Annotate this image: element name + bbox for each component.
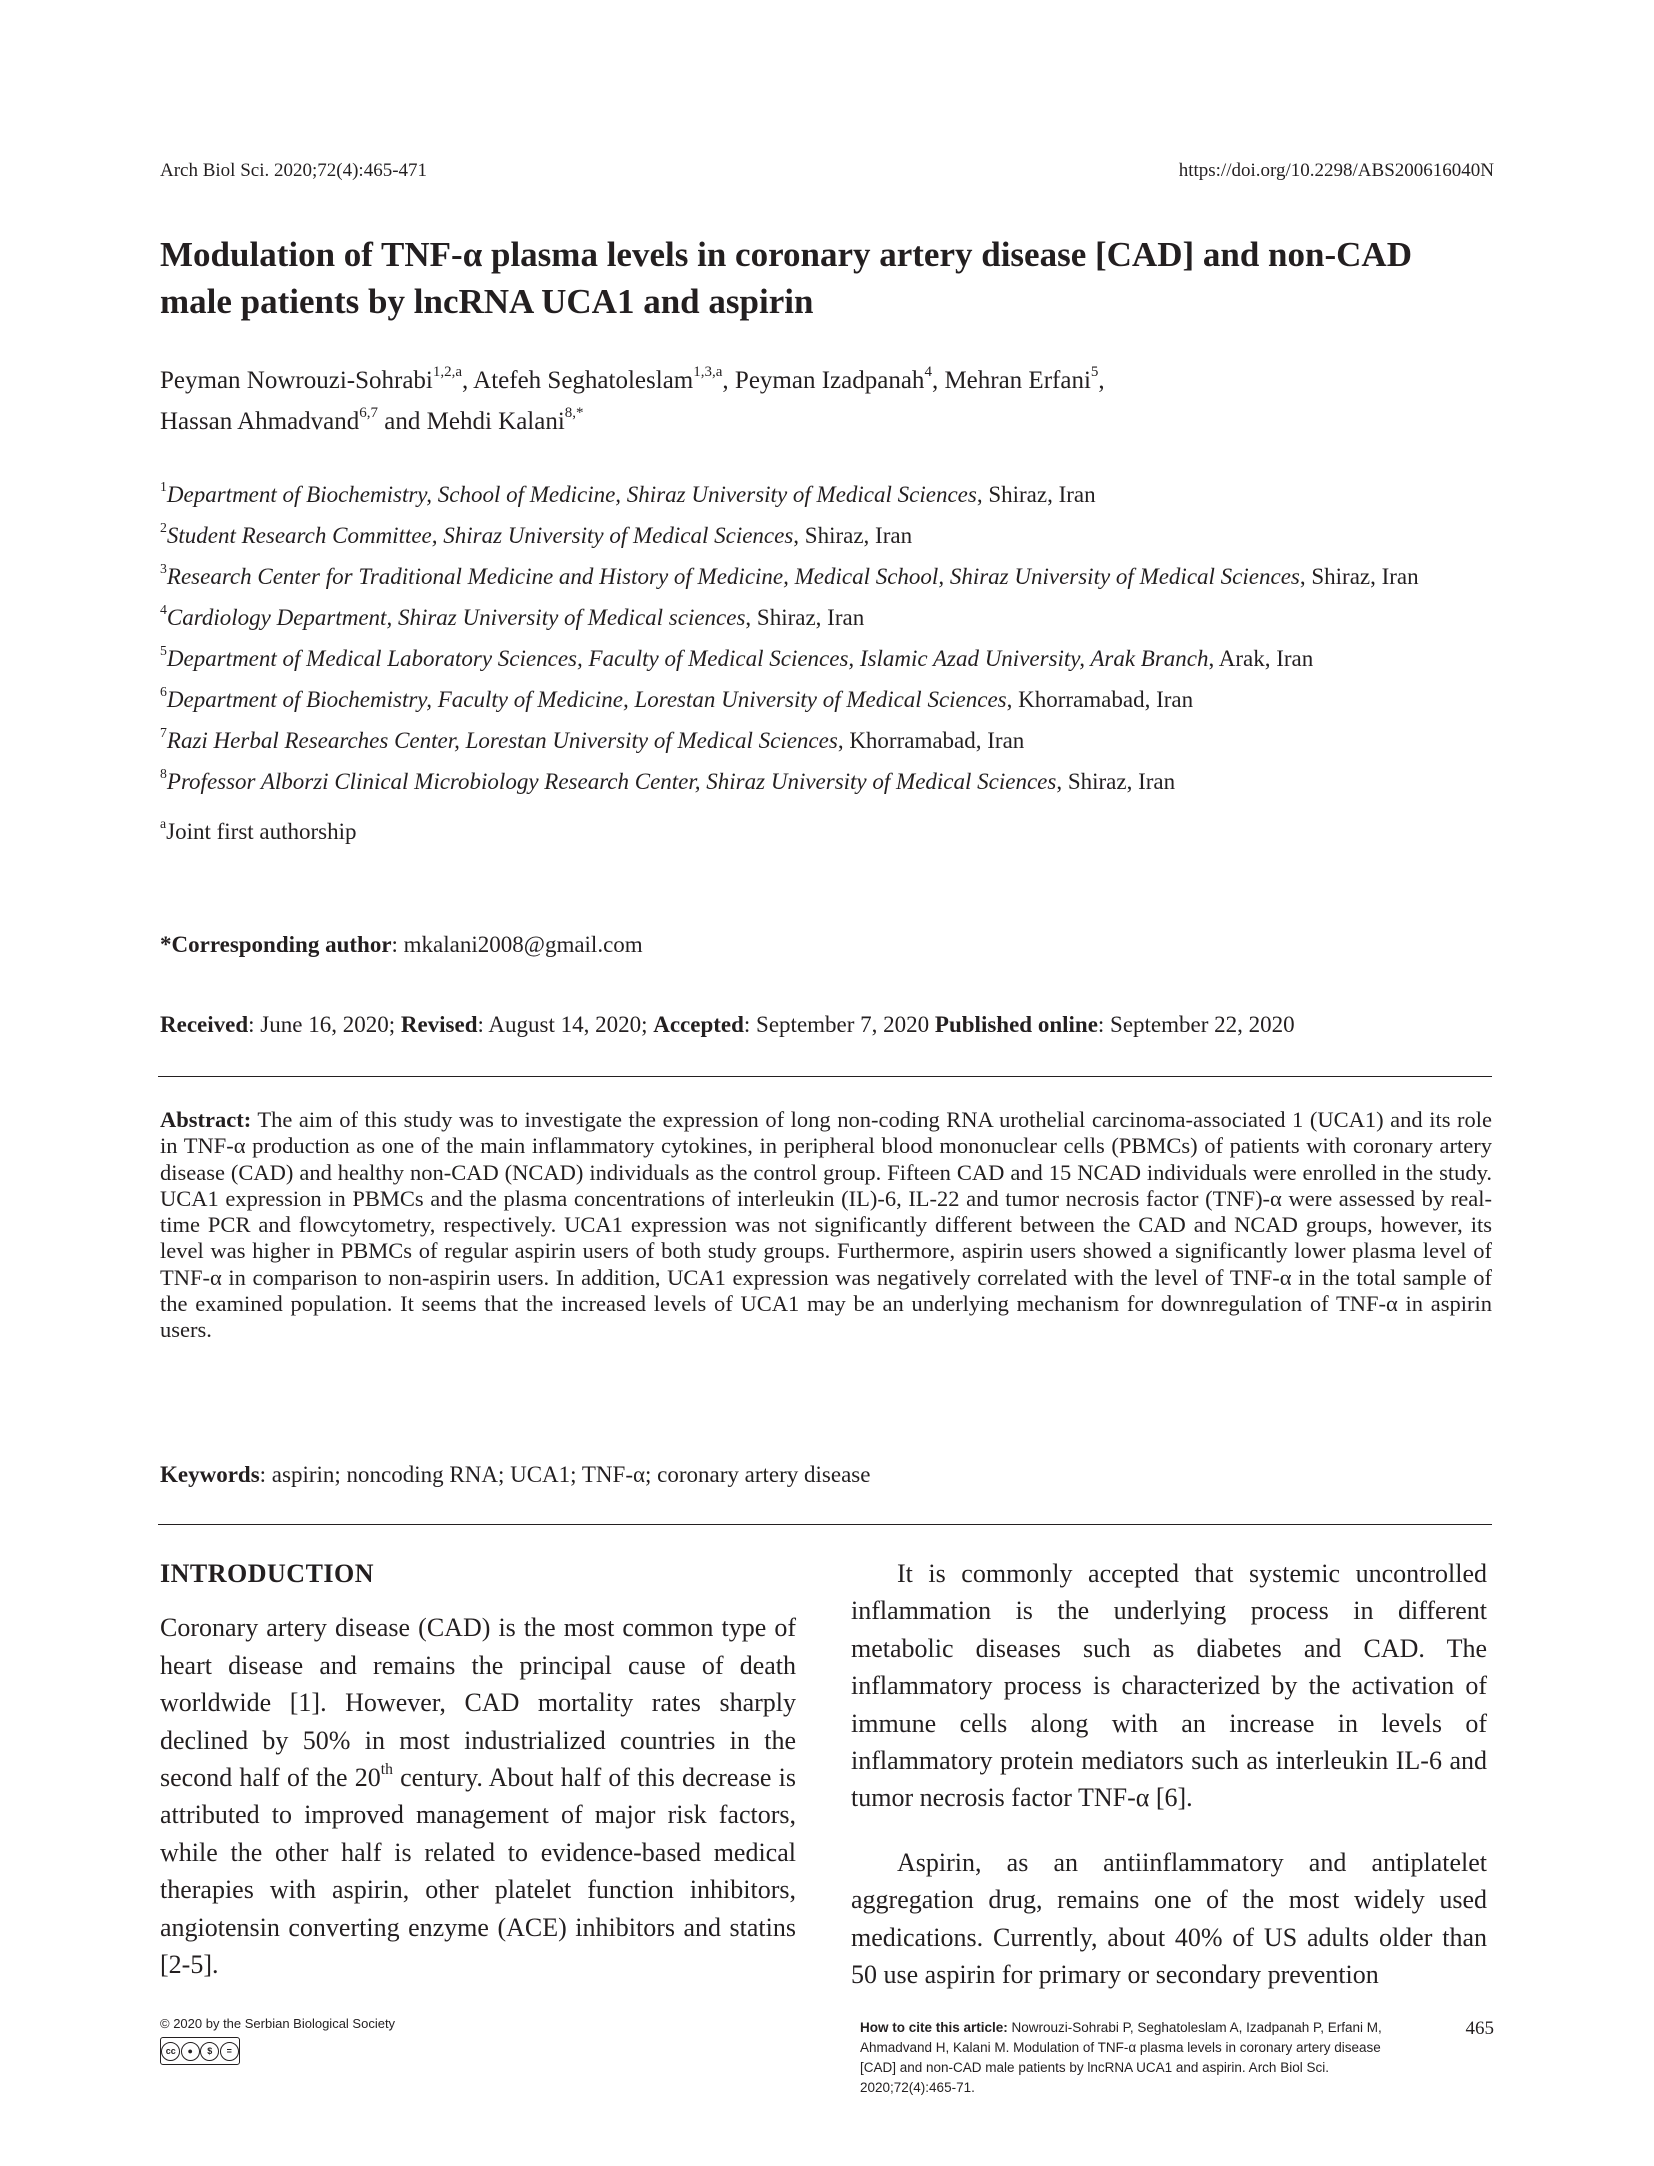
affiliation-institution: Research Center for Traditional Medicine and History of Medicine, Medical School, Shiraz University of Medical Sciences: [166, 564, 1300, 589]
nd-icon: =: [220, 2042, 239, 2061]
keywords-label: Keywords: [160, 1462, 260, 1487]
title-line-1: Modulation of TNF-α plasma levels in coronary artery disease [CAD] and non-CAD: [160, 235, 1412, 274]
joint-authorship-note: [160, 816, 1500, 848]
author-line-1: [160, 360, 1500, 401]
affiliation-number: 5: [160, 643, 167, 659]
cite-label: How to cite this article:: [860, 2020, 1008, 2035]
affiliation-institution: Department of Medical Laboratory Sciences, Faculty of Medical Sciences, Islamic Azad University, Arak Branch: [166, 646, 1209, 671]
section-heading: INTRODUCTION: [160, 1559, 375, 1588]
revised-label: Revised: [400, 1012, 478, 1037]
accepted-label: Accepted: [653, 1012, 744, 1037]
keywords: [160, 1462, 870, 1488]
author-affiliation-marker: 8,*: [564, 405, 584, 422]
affiliation-number: 8: [160, 766, 167, 782]
paragraph-gap: [851, 1817, 1487, 1844]
affiliation-item: [160, 520, 1500, 552]
affiliation-institution: Razi Herbal Researches Center, Lorestan University of Medical Sciences: [166, 728, 838, 753]
affiliation-institution: Professor Alborzi Clinical Microbiology Research Center, Shiraz University of Medical Sciences: [166, 769, 1057, 794]
publication-dates: [160, 1012, 1295, 1038]
affiliation-location: , Khorramabad, Iran: [1006, 687, 1194, 712]
affiliation-location: , Shiraz, Iran: [976, 482, 1096, 507]
corresponding-label: *Corresponding author: [160, 932, 392, 957]
revised-date: : August 14, 2020;: [477, 1012, 654, 1037]
abstract: [160, 1107, 1492, 1344]
journal-reference: Arch Biol Sci. 2020;72(4):465-471: [160, 160, 428, 181]
page-number: 465: [1465, 2018, 1494, 2039]
author-name: Peyman Nowrouzi-Sohrabi: [160, 367, 433, 394]
affiliation-item: [160, 643, 1500, 675]
cc-icon: cc: [161, 2042, 180, 2061]
body-paragraph: [160, 1609, 796, 1983]
author-list: [160, 360, 1500, 442]
divider-bottom: [158, 1524, 1492, 1525]
by-icon: ●: [181, 2042, 200, 2061]
article-title: [160, 231, 1500, 325]
affiliation-location: , Arak, Iran: [1208, 646, 1314, 671]
body-paragraph: Aspirin, as an antiinflammatory and antiplatelet aggregation drug, remains one of the most widely used medications. Currently, about 40% of US adults older than 50 use aspirin for primary or secondary prevention: [851, 1847, 1487, 1990]
paragraph-text: Coronary artery disease (CAD) is the most common type of heart disease and remains the principal cause of death worldwide [1]. However, CAD mortality rates sharply declined by 50% in most industrialized countries in the second half of the 20: [160, 1613, 796, 1793]
author-name: , Atefeh Seghatoleslam: [462, 367, 694, 394]
affiliation-location: , Shiraz, Iran: [1056, 769, 1176, 794]
affiliation-institution: Department of Biochemistry, Faculty of Medicine, Lorestan University of Medical Sciences: [166, 687, 1007, 712]
affiliation-number: 4: [160, 602, 167, 618]
keywords-text: : aspirin; noncoding RNA; UCA1; TNF-α; coronary artery disease: [259, 1462, 871, 1487]
nc-icon: $: [200, 2042, 219, 2061]
published-date: : September 22, 2020: [1097, 1012, 1295, 1037]
affiliation-item: [160, 766, 1500, 798]
received-label: Received: [160, 1012, 249, 1037]
affiliations: [160, 479, 1500, 857]
cc-by-nc-nd-license-icon[interactable]: [160, 2037, 240, 2065]
corresponding-email[interactable]: : mkalani2008@gmail.com: [391, 932, 643, 957]
affiliation-number: 6: [160, 684, 167, 700]
affiliation-number: 1: [160, 479, 167, 495]
copyright-text: © 2020 by the Serbian Biological Society: [160, 2016, 396, 2031]
divider-top: [158, 1076, 1492, 1077]
affiliation-location: , Shiraz, Iran: [1299, 564, 1419, 589]
affiliation-number: 7: [160, 725, 167, 741]
corresponding-author: [160, 932, 643, 958]
affiliation-location: , Shiraz, Iran: [793, 523, 913, 548]
affiliation-number: 3: [160, 561, 167, 577]
author-name: Hassan Ahmadvand: [160, 408, 360, 435]
affiliation-institution: Cardiology Department, Shiraz University of Medical sciences: [166, 605, 746, 630]
affiliation-number: 2: [160, 520, 167, 536]
cite-text: Nowrouzi-Sohrabi P, Seghatoleslam A, Izadpanah P, Erfani M, Ahmadvand H, Kalani M. Modulation of TNF-α plasma levels in coronary artery disease [CAD] and non-CAD male patients by lncRNA UCA1 and aspirin. Arch Biol Sci. 2020;72(4):465-71.: [860, 2020, 1382, 2095]
body-column-right: [851, 1555, 1487, 1993]
joint-text: Joint first authorship: [166, 819, 357, 844]
accepted-date: : September 7, 2020: [743, 1012, 935, 1037]
author-affiliation-marker: 6,7: [359, 405, 379, 422]
body-paragraph: It is commonly accepted that systemic uncontrolled inflammation is the underlying process in different metabolic diseases such as diabetes and CAD. The inflammatory process is characterized by the activation of immune cells along with an increase in levels of inflammatory protein mediators such as interleukin IL-6 and tumor necrosis factor TNF-α [6].: [851, 1559, 1487, 1813]
affiliation-item: [160, 725, 1500, 757]
footer-copyright-block: [160, 2016, 395, 2065]
author-name: , Mehran Erfani: [931, 367, 1091, 394]
ordinal-suffix: th: [380, 1761, 393, 1779]
affiliation-item: [160, 479, 1500, 511]
received-date: : June 16, 2020;: [248, 1012, 401, 1037]
affiliation-institution: Student Research Committee, Shiraz University of Medical Sciences: [166, 523, 794, 548]
published-label: Published online: [934, 1012, 1098, 1037]
title-line-2: male patients by lncRNA UCA1 and aspirin: [160, 282, 814, 321]
affiliation-item: [160, 561, 1500, 593]
author-affiliation-marker: 1,2,a: [432, 364, 463, 381]
how-to-cite: [860, 2018, 1400, 2098]
abstract-label: Abstract:: [160, 1107, 252, 1132]
author-separator: ,: [1098, 367, 1105, 394]
affiliation-location: , Khorramabad, Iran: [837, 728, 1025, 753]
joint-marker: a: [160, 816, 167, 832]
body-column-left: [160, 1555, 796, 1983]
affiliation-institution: Department of Biochemistry, School of Medicine, Shiraz University of Medical Sciences: [166, 482, 977, 507]
affiliation-item: [160, 602, 1500, 634]
author-name: , Peyman Izadpanah: [722, 367, 925, 394]
author-name: and Mehdi Kalani: [378, 408, 565, 435]
author-affiliation-marker: 4: [924, 364, 932, 381]
affiliation-item: [160, 684, 1500, 716]
paragraph-text: century. About half of this decrease is attributed to improved management of major risk factors, while the other half is related to evidence-based medical therapies with aspirin, other platelet function inhibitors, angiotensin converting enzyme (ACE) inhibitors and statins [2-5].: [160, 1763, 796, 1980]
affiliation-location: , Shiraz, Iran: [745, 605, 865, 630]
author-line-2: [160, 401, 1500, 442]
author-affiliation-marker: 1,3,a: [693, 364, 723, 381]
author-affiliation-marker: 5: [1090, 364, 1099, 381]
abstract-text: The aim of this study was to investigate the expression of long non-coding RNA urothelial carcinoma-associated 1 (UCA1) and its role in TNF-α production as one of the main inflammatory cytokines, in peripheral blood mononuclear cells (PBMCs) of patients with coronary artery disease (CAD) and healthy non-CAD (NCAD) individuals as the control group. Fifteen CAD and 15 NCAD individuals were enrolled in the study. UCA1 expression in PBMCs and the plasma concentrations of interleukin (IL)-6, IL-22 and tumor necrosis factor (TNF)-α were assessed by real-time PCR and flowcytometry, respectively. UCA1 expression was not significantly different between the CAD and NCAD groups, however, its level was higher in PBMCs of regular aspirin users of both study groups. Furthermore, aspirin users showed a significantly lower plasma level of TNF-α in comparison to non-aspirin users. In addition, UCA1 expression was negatively correlated with the level of TNF-α in the total sample of the examined population. It seems that the increased levels of UCA1 may be an underlying mechanism for downregulation of TNF-α in aspirin users.: [160, 1107, 1492, 1343]
doi-link[interactable]: https://doi.org/10.2298/ABS200616040N: [1178, 160, 1494, 181]
